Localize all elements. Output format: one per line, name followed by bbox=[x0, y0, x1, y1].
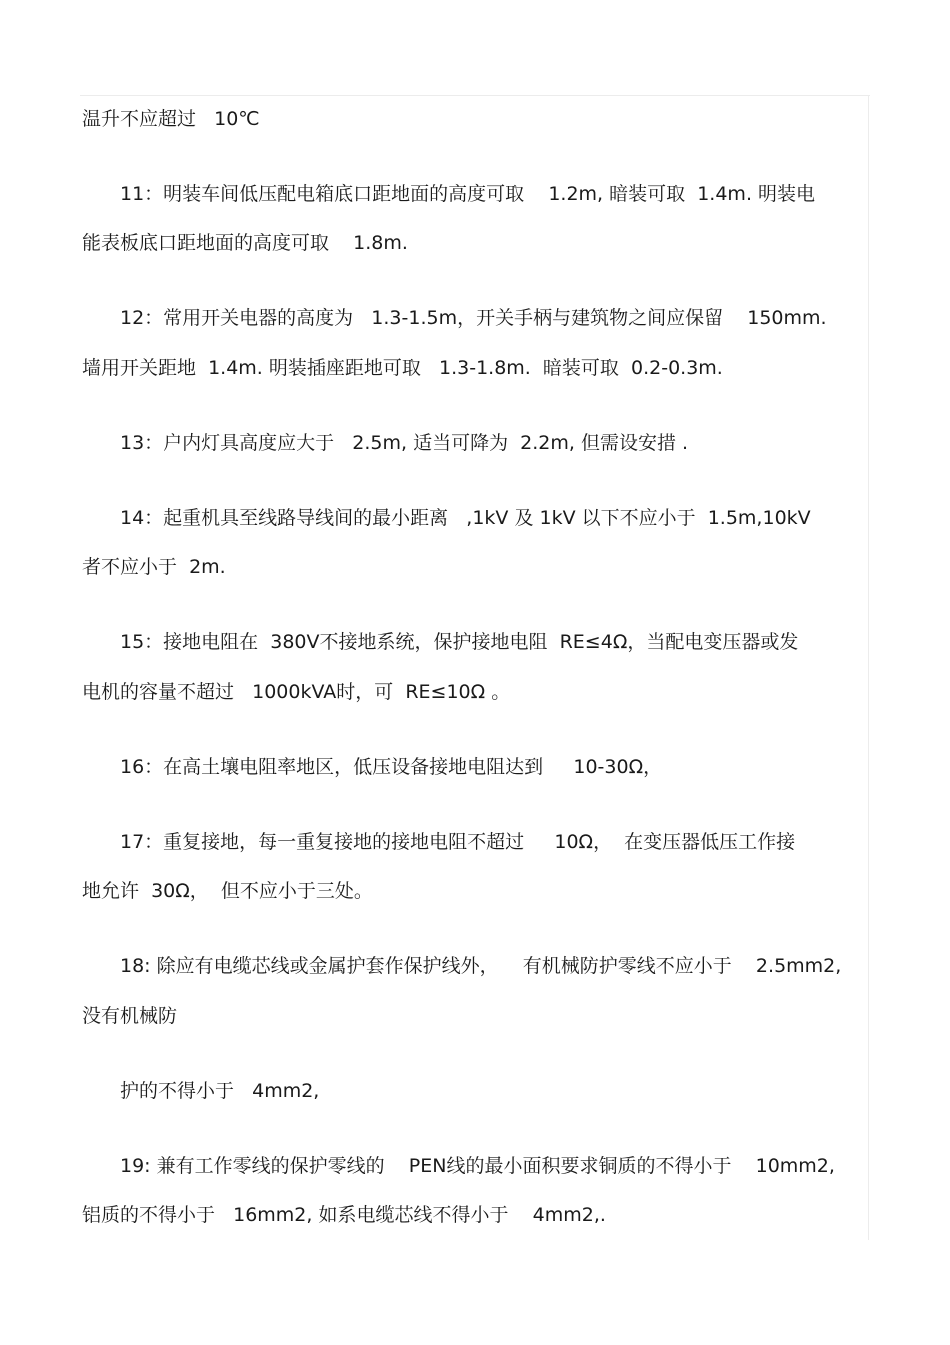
text-line-12: 17：重复接地，每一重复接地的接地电阻不超过 10Ω， 在变压器低压工作接 bbox=[120, 831, 796, 853]
text-line-3: 能表板底口距地面的高度可取 1.8m. bbox=[82, 232, 408, 254]
text-line-15: 没有机械防 bbox=[82, 1005, 178, 1027]
text-line-17: 19: 兼有工作零线的保护零线的 PEN线的最小面积要求铜质的不得小于 10mm2, bbox=[120, 1155, 835, 1177]
text-line-2: 11：明装车间低压配电箱底口距地面的高度可取 1.2m, 暗装可取 1.4m. 明装电 bbox=[120, 183, 816, 205]
text-line-7: 14：起重机具至线路导线间的最小距离 ,1kV 及 1kV 以下不应小于 1.5m,10kV bbox=[120, 507, 811, 529]
text-line-16: 护的不得小于 4mm2, bbox=[120, 1080, 320, 1102]
text-line-6: 13：户内灯具高度应大于 2.5m, 适当可降为 2.2m, 但需设安措 . bbox=[120, 432, 689, 454]
text-line-4: 12：常用开关电器的高度为 1.3-1.5m，开关手柄与建筑物之间应保留 150mm. bbox=[120, 307, 827, 329]
text-line-14: 18: 除应有电缆芯线或金属护套作保护线外， 有机械防护零线不应小于 2.5mm2, bbox=[120, 955, 842, 977]
text-line-5: 墙用开关距地 1.4m. 明装插座距地可取 1.3-1.8m. 暗装可取 0.2-0.3m. bbox=[82, 357, 723, 379]
text-line-1: 温升不应超过 10℃ bbox=[82, 108, 260, 130]
text-line-13: 地允许 30Ω， 但不应小于三处。 bbox=[82, 880, 373, 902]
text-line-18: 铝质的不得小于 16mm2, 如系电缆芯线不得小于 4mm2,. bbox=[82, 1204, 606, 1226]
text-line-9: 15：接地电阻在 380V不接地系统，保护接地电阻 RE≤4Ω，当配电变压器或发 bbox=[120, 631, 799, 653]
text-line-8: 者不应小于 2m. bbox=[82, 556, 226, 578]
text-line-11: 16：在高土壤电阻率地区，低压设备接地电阻达到 10-30Ω， bbox=[120, 756, 663, 778]
page-border-right bbox=[868, 95, 869, 1240]
text-line-10: 电机的容量不超过 1000kVA时，可 RE≤10Ω 。 bbox=[82, 681, 511, 703]
page-border-top bbox=[80, 95, 870, 96]
